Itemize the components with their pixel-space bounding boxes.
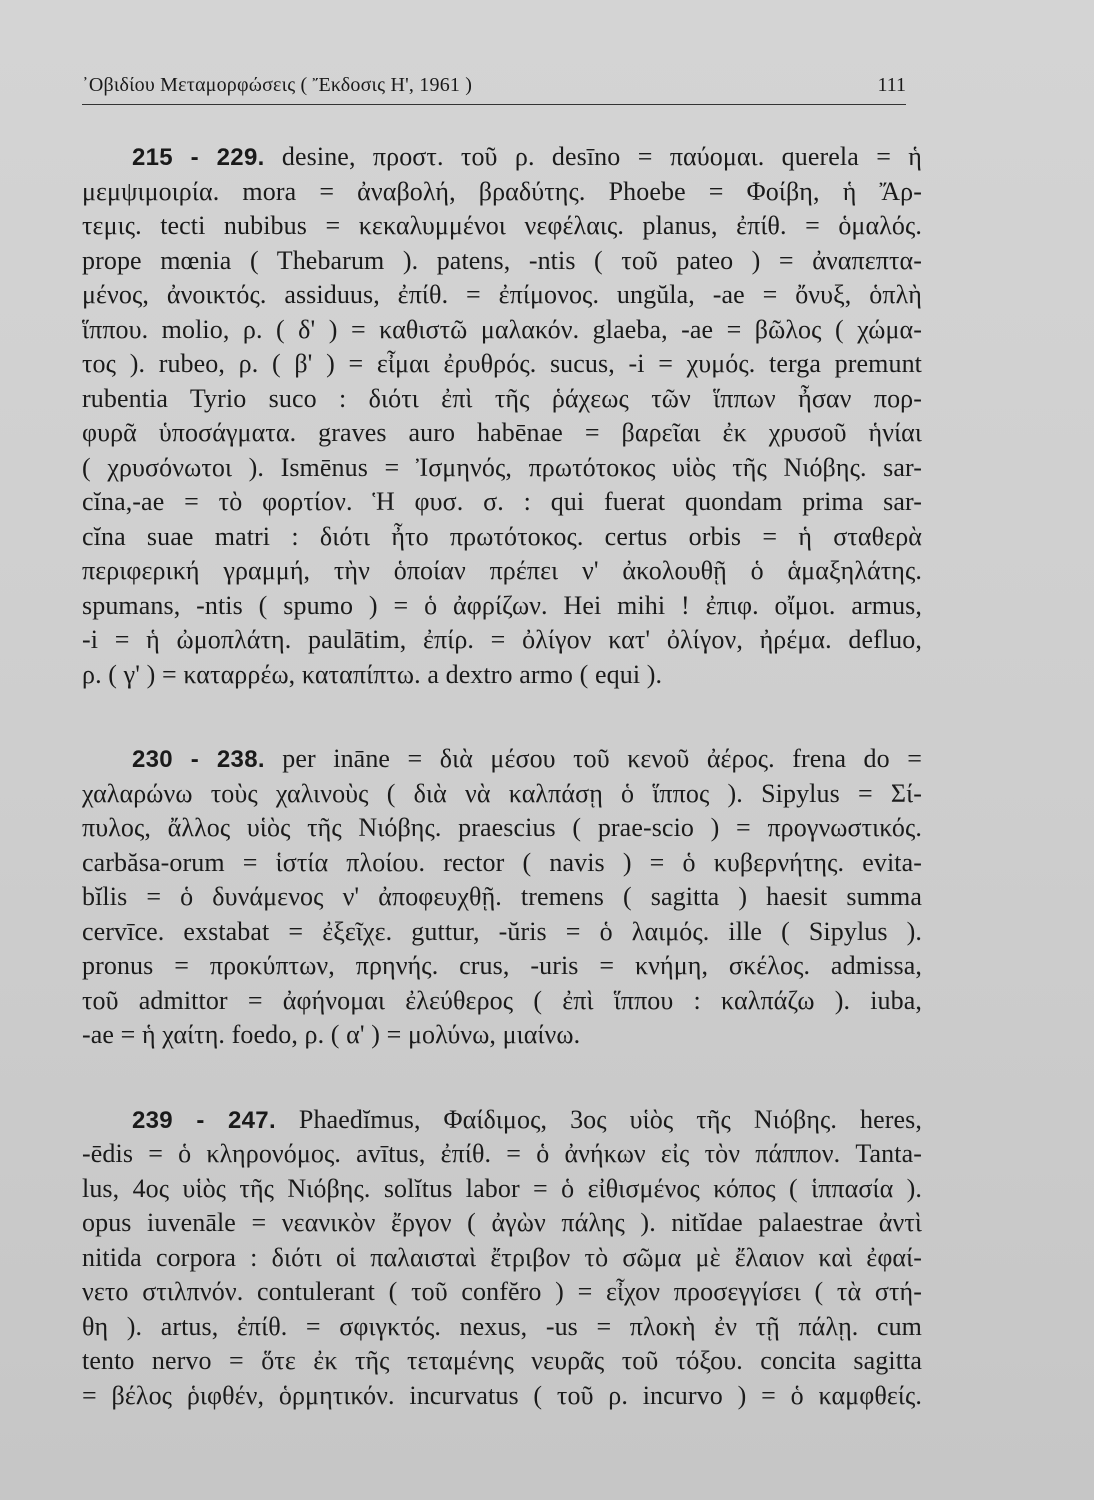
paragraph-line: lus, 4ος υἱὸς τῆς Νιόβης. solĭtus labor = ὁ εἰθισμένος κόπος ( ἱππασία ). [82, 1173, 922, 1203]
paragraph-line: prope mœnia ( Thebarum ). patens, -ntis ( τοῦ pateo ) = ἀναπεπτα- [82, 245, 922, 275]
commentary-paragraph-230-238 [82, 742, 922, 1053]
commentary-paragraph-215-229 [82, 140, 922, 692]
paragraph-line: ρ. ( γ' ) = καταρρέω, καταπίπτω. a dextro armo ( equi ). [82, 659, 663, 689]
paragraph-line: cĭna suae matri : διότι ἦτο πρωτότοκος. certus orbis = ἡ σταθερὰ [82, 521, 922, 551]
running-head [82, 74, 906, 105]
paragraph-line: τοῦ admittor = ἀφήνομαι ἐλεύθερος ( ἐπὶ ἵππου : καλπάζω ). iuba, [82, 985, 922, 1015]
paragraph-line: tento nervo = ὅτε ἐκ τῆς τεταμένης νευρᾶς τοῦ τόξου. concita sagitta [82, 1346, 922, 1375]
paragraph-line: spumans, -ntis ( spumo ) = ὁ ἀφρίζων. Hei mihi ! ἐπιφ. οἴμοι. armus, [82, 590, 922, 620]
paragraph-line: χαλαρώνω τοὺς χαλινοὺς ( διὰ νὰ καλπάσῃ ὁ ἵππος ). Sipylus = Σί- [82, 778, 922, 808]
paragraph-line: μένος, ἀνοικτός. assiduus, ἐπίθ. = ἐπίμονος. ungŭla, -ae = ὄνυξ, ὁπλὴ [82, 280, 922, 309]
verse-range-number: 239 - 247. [132, 1106, 276, 1134]
paragraph-line: pronus = προκύπτων, πρηνής. crus, -uris = κνήμη, σκέλος. admissa, [82, 951, 922, 980]
paragraph-line: μεμψιμοιρία. mora = ἀναβολή, βραδύτης. Phoebe = Φοίβη, ἡ Ἄρ- [82, 176, 922, 206]
paragraph-line: νετο στιλπνόν. contulerant ( τοῦ confĕro ) = εἶχον προσεγγίσει ( τὰ στή- [82, 1277, 922, 1306]
paragraph-line: -i = ἡ ὠμοπλάτη. paulātim, ἐπίρ. = ὀλίγον κατ' ὀλίγον, ἠρέμα. defluo, [82, 625, 922, 654]
paragraph-line: carbăsa-orum = ἱστία πλοίου. rector ( navis ) = ὁ κυβερνήτης. evita- [82, 847, 922, 877]
paragraph-line: ἵππου. molio, ρ. ( δ' ) = καθιστῶ μαλακόν. glaeba, -ae = βῶλος ( χώμα- [82, 314, 922, 344]
page-number: 111 [877, 74, 906, 96]
paragraph-line: nitida corpora : διότι οἱ παλαισταὶ ἔτριβον τὸ σῶμα μὲ ἔλαιον καὶ ἐφαί- [82, 1242, 922, 1272]
commentary-body [82, 140, 922, 1413]
paragraph-line: -ēdis = ὁ κληρονόμος. avītus, ἐπίθ. = ὁ ἀνήκων εἰς τὸν πάππον. Tanta- [82, 1139, 922, 1168]
paragraph-line: περιφερική γραμμή, τὴν ὁποίαν πρέπει ν' ἀκολουθῇ ὁ ἁμαξηλάτης. [82, 556, 922, 585]
paragraph-line: ( χρυσόνωτοι ). Ismēnus = Ἰσμηνός, πρωτότοκος υἱὸς τῆς Νιόβης. sar- [82, 452, 922, 482]
paragraph-line: cervīce. exstabat = ἐξεῖχε. guttur, -ŭris = ὁ λαιμός. ille ( Sipylus ). [82, 916, 922, 946]
verse-range-number: 215 - 229. [132, 144, 265, 171]
paragraph-line: τος ). rubeo, ρ. ( β' ) = εἶμαι ἐρυθρός. sucus, -i = χυμός. terga premunt [82, 349, 922, 378]
paragraph-line: opus iuvenāle = νεανικὸν ἔργον ( ἀγὼν πάλης ). nitĭdae palaestrae ἀντὶ [82, 1208, 922, 1237]
paragraph-line: θη ). artus, ἐπίθ. = σφιγκτός. nexus, -us = πλοκὴ ἐν τῇ πάλῃ. cum [82, 1311, 922, 1341]
paragraph-line: 239 - 247. Phaedĭmus, Φαίδιμος, 3ος υἱὸς τῆς Νιόβης. heres, [132, 1104, 922, 1134]
paragraph-line: 230 - 238. per ināne = διὰ μέσου τοῦ κενοῦ ἀέρος. frena do = [132, 744, 922, 773]
paragraph-line: 215 - 229. desine, προστ. τοῦ ρ. desīno = παύομαι. querela = ἡ [132, 142, 922, 171]
commentary-paragraph-239-247 [82, 1103, 922, 1414]
paragraph-line: πυλος, ἄλλος υἱὸς τῆς Νιόβης. praescius ( prae-scio ) = προγνωστικός. [82, 813, 922, 842]
paragraph-line: = βέλος ῥιφθέν, ὁρμητικόν. incurvatus ( τοῦ ρ. incurvo ) = ὁ καμφθείς. [82, 1380, 922, 1410]
paragraph-line: -ae = ἡ χαίτη. foedo, ρ. ( α' ) = μολύνω, μιαίνω. [82, 1020, 581, 1049]
paragraph-line: cĭna,-ae = τὸ φορτίον. Ἡ φυσ. σ. : qui fuerat quondam prima sar- [82, 487, 922, 516]
paragraph-line: φυρᾶ ὑποσάγματα. graves auro habēnae = βαρεῖαι ἐκ χρυσοῦ ἡνίαι [82, 418, 922, 447]
verse-range-number: 230 - 238. [132, 746, 265, 773]
paragraph-line: bĭlis = ὁ δυνάμενος ν' ἀποφευχθῇ. tremens ( sagitta ) haesit summa [82, 882, 922, 911]
paragraph-line: rubentia Tyrio suco : διότι ἐπὶ τῆς ῥάχεως τῶν ἵππων ἦσαν πορ- [82, 383, 922, 413]
running-head-title: ᾿Οβιδίου Μεταμορφώσεις ( Ἔκδοσις Η', 1961 ) [82, 74, 473, 96]
paragraph-line: τεμις. tecti nubibus = κεκαλυμμένοι νεφέλαις. planus, ἐπίθ. = ὁμαλός. [82, 211, 922, 240]
